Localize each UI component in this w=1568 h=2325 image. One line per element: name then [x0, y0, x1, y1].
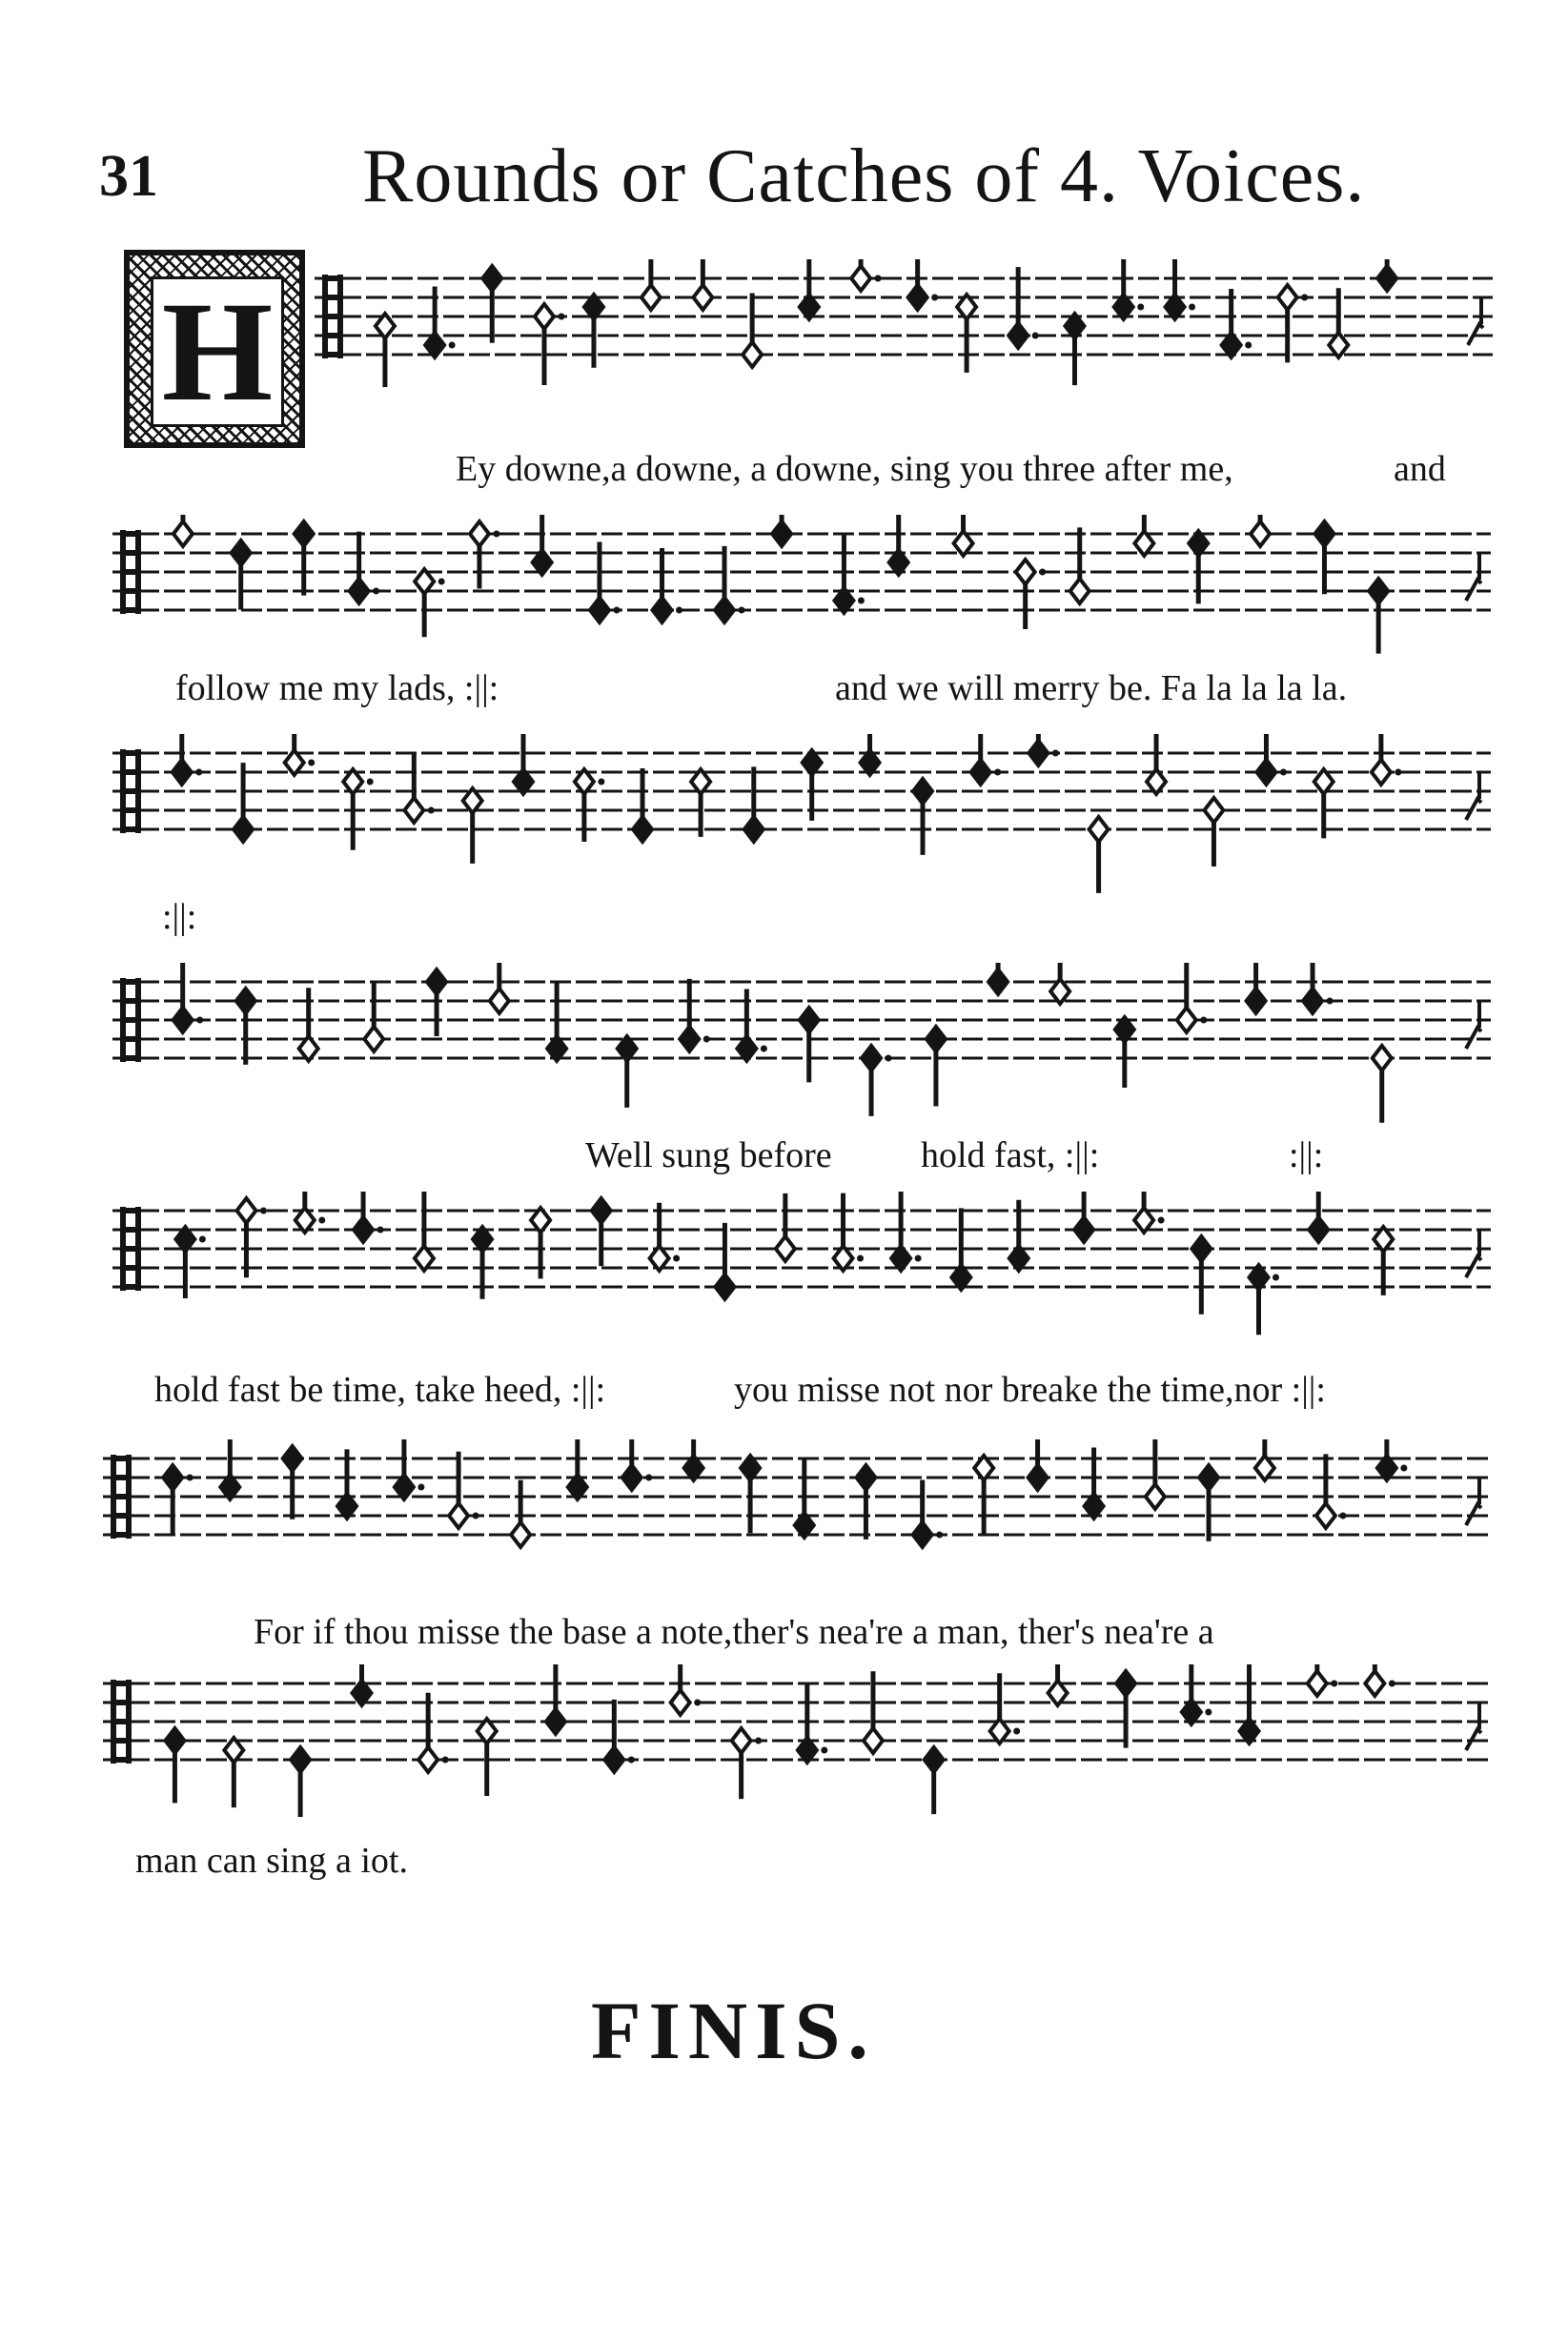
clef-rung	[120, 1055, 141, 1061]
dot	[417, 1484, 424, 1491]
dot	[1395, 769, 1401, 776]
dot	[673, 1255, 680, 1262]
dot	[858, 598, 865, 604]
note-head	[449, 1503, 468, 1528]
dot	[1245, 342, 1252, 349]
lyric-line-4a: Well sung before	[585, 1135, 832, 1175]
note-head	[1016, 560, 1035, 584]
clef-rung	[322, 314, 343, 319]
clef-rung	[111, 1513, 132, 1519]
dot	[821, 1747, 827, 1754]
dot	[1013, 1728, 1020, 1735]
dot	[994, 769, 1001, 776]
dot	[187, 1475, 193, 1481]
note-head	[772, 521, 791, 546]
note-head	[744, 817, 764, 842]
dot	[1389, 1681, 1395, 1687]
note-head	[1372, 760, 1391, 785]
note-head	[715, 1275, 734, 1299]
dot	[1273, 1275, 1279, 1281]
note-head	[913, 779, 932, 804]
clef-rung	[111, 1494, 132, 1499]
note-head	[295, 521, 314, 546]
dot	[1158, 1217, 1165, 1224]
note-head	[800, 1008, 819, 1032]
note-head	[404, 798, 423, 823]
note-head	[234, 817, 253, 842]
note-head	[732, 1728, 751, 1753]
note-head	[427, 969, 446, 994]
finis-colophon: FINIS.	[591, 1985, 876, 2076]
clef-rung	[322, 275, 343, 281]
note-head	[1191, 1236, 1211, 1261]
clef-rung	[111, 1532, 132, 1538]
dot	[694, 1700, 701, 1706]
clef-rung	[322, 352, 343, 357]
note-head	[490, 989, 509, 1013]
clef-rung	[120, 531, 141, 537]
note-head	[1278, 285, 1297, 310]
note-head	[1074, 1217, 1093, 1242]
note-head	[971, 760, 990, 785]
dot	[373, 588, 379, 595]
note-head	[1251, 521, 1270, 546]
note-head	[1204, 798, 1223, 823]
note-head	[236, 1198, 255, 1223]
note-head	[1116, 1671, 1135, 1696]
note-head	[1028, 741, 1048, 765]
clef-rung	[120, 826, 141, 832]
clef-rung	[120, 569, 141, 575]
dot	[628, 1757, 635, 1764]
clef-rung	[111, 1719, 132, 1724]
note-head	[862, 1046, 881, 1071]
dot	[260, 1208, 267, 1214]
clef-rung	[120, 788, 141, 794]
note-head	[1309, 1217, 1328, 1242]
note-head	[1247, 989, 1266, 1013]
note-head	[1146, 1484, 1165, 1509]
note-head	[1199, 1465, 1218, 1490]
note-head	[641, 285, 661, 310]
note-head	[864, 1728, 883, 1753]
clef-rung	[111, 1757, 132, 1763]
dot	[875, 275, 882, 282]
note-head	[671, 1690, 690, 1715]
music-staff-5	[112, 1192, 1495, 1363]
dot	[1205, 1709, 1212, 1716]
note-head	[173, 521, 193, 546]
staff-7-notation	[103, 1664, 1495, 1817]
clef-rung	[120, 1017, 141, 1023]
dot	[703, 1036, 710, 1043]
page-title: Rounds or Catches of 4. Voices.	[362, 134, 1366, 218]
dot	[558, 314, 564, 320]
initial-letter: H	[161, 273, 274, 431]
note-head	[511, 1522, 530, 1547]
note-head	[1089, 817, 1109, 842]
clef-rung	[120, 588, 141, 594]
dot	[1301, 295, 1308, 301]
clef-rung	[120, 1208, 141, 1213]
staff-6-notation	[103, 1439, 1495, 1601]
dot	[1280, 769, 1287, 776]
clef-rung	[120, 807, 141, 813]
note-head	[283, 1446, 302, 1471]
initial-frame	[151, 273, 284, 431]
note-head	[988, 969, 1008, 994]
note-head	[851, 266, 870, 291]
lyric-line-7a: man can sing a iot.	[135, 1841, 408, 1881]
note-head	[1303, 989, 1322, 1013]
dot	[308, 760, 315, 766]
dot	[886, 1055, 892, 1062]
dot	[936, 1532, 943, 1539]
note-head	[418, 1747, 438, 1772]
music-staff-2	[112, 515, 1495, 677]
dot	[1032, 333, 1039, 339]
lyric-line-2a: follow me my lads, :||:	[175, 668, 499, 708]
note-head	[364, 1027, 383, 1051]
dot	[645, 1475, 652, 1481]
dot	[1137, 304, 1144, 311]
clef-rung	[120, 769, 141, 775]
clef-rung	[120, 1227, 141, 1233]
note-head	[1373, 1046, 1392, 1071]
note-head	[776, 1236, 795, 1261]
dot	[1339, 1513, 1346, 1519]
staff-5-notation	[112, 1192, 1495, 1363]
note-head	[715, 598, 734, 622]
clef-rung	[120, 1284, 141, 1290]
clef-rung	[120, 979, 141, 985]
note-head	[592, 1198, 611, 1223]
dot	[1039, 569, 1046, 576]
dot	[857, 1255, 864, 1262]
dot	[915, 1255, 922, 1262]
note-head	[913, 1522, 932, 1547]
note-head	[173, 1008, 193, 1032]
lyric-line-6a: For if thou misse the base a note,ther's nea're a man, ther's nea're a	[254, 1612, 1214, 1652]
clef-rung	[111, 1700, 132, 1705]
dot	[761, 1046, 767, 1052]
clef-rung	[111, 1681, 132, 1686]
clef-rung	[120, 607, 141, 613]
note-head	[1377, 266, 1396, 291]
note-head	[1177, 1008, 1196, 1032]
staff-4-notation	[112, 963, 1495, 1125]
lyric-line-2b: and we will merry be. Fa la la la la.	[835, 668, 1348, 708]
lyric-line-1a: Ey downe,a downe, a downe, sing you three after me,	[456, 449, 1233, 489]
note-head	[680, 1027, 699, 1051]
note-head	[232, 540, 251, 565]
note-head	[604, 1747, 623, 1772]
lyric-line-4c: :||:	[1289, 1135, 1324, 1175]
dot	[1189, 304, 1195, 311]
dot	[598, 779, 604, 785]
note-head	[1028, 1465, 1048, 1490]
clef-rung	[120, 998, 141, 1004]
note-head	[1008, 323, 1028, 348]
dot	[931, 295, 938, 301]
clef-rung	[111, 1738, 132, 1744]
music-staff-1	[315, 259, 1497, 412]
decorated-initial	[124, 250, 305, 448]
note-head	[546, 1709, 565, 1734]
dot	[318, 1217, 325, 1224]
staff-2-notation	[112, 515, 1495, 677]
note-head	[1365, 1671, 1384, 1696]
note-head	[693, 285, 712, 310]
dot	[377, 1227, 384, 1234]
clef-rung	[120, 1036, 141, 1042]
note-head	[1256, 760, 1275, 785]
note-head	[165, 1728, 184, 1753]
music-staff-6	[103, 1439, 1495, 1601]
note-head	[163, 1465, 182, 1490]
dot	[613, 607, 620, 614]
dot	[473, 1513, 479, 1519]
dot	[493, 531, 499, 538]
dot	[1327, 998, 1334, 1005]
note-head	[925, 1747, 944, 1772]
lyric-line-5b: you misse not nor breake the time,nor :||:	[734, 1370, 1326, 1410]
clef-rung	[111, 1475, 132, 1480]
music-staff-7	[103, 1664, 1495, 1817]
note-head	[1369, 579, 1388, 603]
note-head	[1316, 1503, 1335, 1528]
lyric-line-5a: hold fast be time, take heed, :||:	[154, 1370, 606, 1410]
lyric-line-4b: hold fast, :||:	[921, 1135, 1100, 1175]
note-head	[1314, 521, 1334, 546]
note-head	[856, 1465, 875, 1490]
note-head	[1070, 579, 1089, 603]
clef-rung	[120, 550, 141, 556]
clef-rung	[322, 295, 343, 300]
note-head	[743, 342, 762, 367]
lyric-line-1b: and	[1394, 449, 1446, 489]
note-head	[482, 266, 501, 291]
dot	[1400, 1465, 1407, 1472]
note-head	[622, 1465, 641, 1490]
note-head	[173, 760, 192, 785]
note-head	[927, 1027, 946, 1051]
staff-3-notation	[112, 734, 1495, 896]
note-head	[1308, 1671, 1327, 1696]
note-head	[590, 598, 609, 622]
dot	[755, 1738, 762, 1744]
dot	[195, 769, 202, 776]
dot	[442, 1757, 449, 1764]
note-head	[291, 1747, 310, 1772]
dot	[1052, 750, 1059, 757]
dot	[1331, 1681, 1337, 1687]
music-staff-3	[112, 734, 1495, 896]
note-head	[908, 285, 927, 310]
dot	[739, 607, 745, 614]
note-head	[236, 989, 255, 1013]
dot	[199, 1236, 206, 1243]
clef-rung	[120, 1246, 141, 1252]
staff-1-notation	[315, 259, 1497, 412]
note-head	[633, 817, 652, 842]
note-head	[350, 579, 369, 603]
page-number: 31	[99, 144, 158, 209]
note-head	[535, 304, 554, 329]
dot	[1200, 1017, 1207, 1024]
note-head	[354, 1217, 373, 1242]
dot	[367, 779, 374, 785]
clef-rung	[120, 750, 141, 756]
note-head	[470, 521, 489, 546]
clef-rung	[322, 333, 343, 338]
dot	[428, 807, 435, 814]
dot	[196, 1017, 203, 1024]
clef-rung	[111, 1456, 132, 1461]
clef-rung	[120, 1265, 141, 1271]
note-head	[653, 598, 672, 622]
lyric-line-3a: :||:	[162, 897, 197, 937]
dot	[438, 579, 445, 585]
music-staff-4	[112, 963, 1495, 1125]
dot	[449, 342, 456, 349]
dot	[676, 607, 682, 614]
